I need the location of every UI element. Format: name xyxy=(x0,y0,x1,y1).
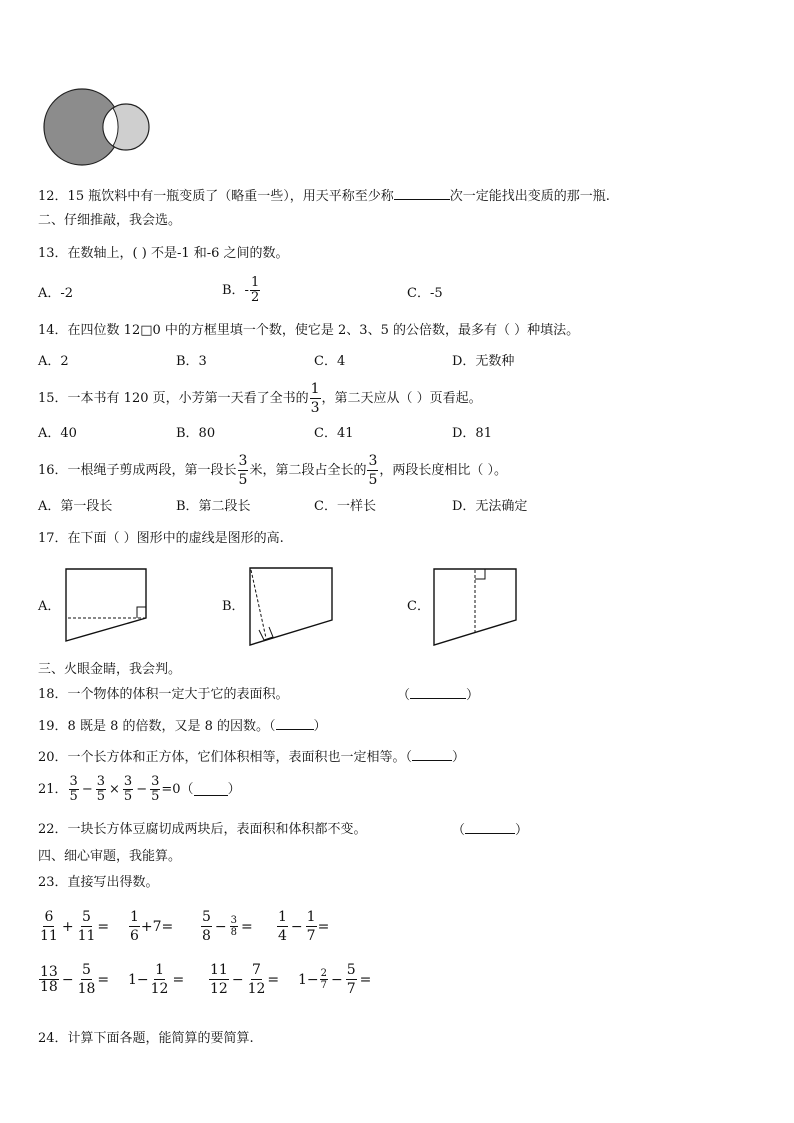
q17-option-a-label[interactable]: A． xyxy=(38,599,61,614)
figure-b-trapezoid xyxy=(250,568,332,645)
q15-option-a[interactable]: A．40 xyxy=(38,426,77,441)
q23-expr-3[interactable]: $\frac{5}{8}$ − $\frac{3}{8}$ = xyxy=(202,909,253,944)
question-14-stem: 14．在四位数 12□0 中的方框里填一个数，使它是 2、3、5 的公倍数，最多有（ ）种填法。 xyxy=(38,323,580,338)
question-17-stem: 17．在下面（ ）图形中的虚线是图形的高. xyxy=(38,531,284,546)
q23-expr-5[interactable]: $\frac{13}{18}$ − $\frac{5}{18}$ = xyxy=(40,962,110,997)
fraction: $\frac{1}{2}$ xyxy=(250,275,260,305)
question-19: 19．8 既是 8 的倍数，又是 8 的因数。（ ） xyxy=(38,719,327,734)
answer-blank[interactable] xyxy=(194,783,228,796)
q23-expr-1[interactable]: $\frac{6}{11}$ + $\frac{5}{11}$ = xyxy=(40,909,110,944)
fraction: $\frac{1}{3}$ xyxy=(310,381,320,416)
figure-c-trapezoid xyxy=(434,569,516,645)
question-13-stem: 13．在数轴上，( ) 不是-1 和-6 之间的数。 xyxy=(38,246,289,261)
q22-answer[interactable]: （ ） xyxy=(452,823,529,838)
q14-option-b[interactable]: B．3 xyxy=(176,354,207,369)
q23-expr-7[interactable]: $\frac{11}{12}$ − $\frac{7}{12}$ = xyxy=(210,962,280,997)
q13-option-c[interactable]: C．-5 xyxy=(407,286,443,301)
question-16-stem: 16．一根绳子剪成两段，第一段长 $\frac{3}{5}$ 米，第二段占全长的 $\frac{3}{5}$ ，两段长度相比（ ）。 xyxy=(38,453,508,488)
q14-option-a[interactable]: A．2 xyxy=(38,354,69,369)
answer-blank[interactable] xyxy=(412,748,452,761)
q14-option-c[interactable]: C．4 xyxy=(314,354,346,369)
fraction: $\frac{3}{5}$ xyxy=(151,774,160,804)
q18-answer[interactable]: （ ） xyxy=(397,688,480,703)
question-21: 21． $\frac{3}{5}$ − $\frac{3}{5}$ × $\frac{3}{5}$ − $\frac{3}{5}$ =0（ ） xyxy=(38,774,241,804)
answer-blank[interactable] xyxy=(276,717,314,730)
q23-expr-2[interactable]: $\frac{1}{6}$ +7= xyxy=(130,909,174,944)
q16-option-d[interactable]: D．无法确定 xyxy=(452,499,528,514)
section-2-heading: 二、仔细推敲，我会选。 xyxy=(38,213,182,228)
q23-expr-6[interactable]: 1− $\frac{1}{12}$ = xyxy=(128,962,185,997)
question-22: 22．一块长方体豆腐切成两块后，表面积和体积都不变。 xyxy=(38,822,367,837)
q15-option-c[interactable]: C．41 xyxy=(314,426,354,441)
question-20: 20．一个长方体和正方体，它们体积相等，表面积也一定相等。（ ） xyxy=(38,750,466,765)
q15-option-d[interactable]: D．81 xyxy=(452,426,492,441)
fraction: $\frac{3}{5}$ xyxy=(69,774,78,804)
q14-option-d[interactable]: D．无数种 xyxy=(452,354,515,369)
section-4-heading: 四、细心审题，我能算。 xyxy=(38,849,182,864)
overlapping-circles-figure xyxy=(0,0,794,200)
q16-option-a[interactable]: A．第一段长 xyxy=(38,499,113,514)
q23-expr-8[interactable]: 1− $\frac{2}{7}$ − $\frac{5}{7}$ = xyxy=(298,962,372,997)
q17-option-c-label[interactable]: C． xyxy=(407,599,430,614)
question-18: 18．一个物体的体积一定大于它的表面积。 xyxy=(38,687,289,702)
question-12: 12．15 瓶饮料中有一瓶变质了（略重一些），用天平称至少称 次一定能找出变质的那一瓶. xyxy=(38,189,610,204)
fraction: $\frac{3}{5}$ xyxy=(238,453,248,488)
q13-option-b[interactable]: B．- $\frac{1}{2}$ xyxy=(222,275,260,305)
q23-expr-4[interactable]: $\frac{1}{4}$ − $\frac{1}{7}$ = xyxy=(278,909,330,944)
q15-option-b[interactable]: B．80 xyxy=(176,426,216,441)
figure-a-trapezoid xyxy=(66,569,146,641)
q16-option-c[interactable]: C．一样长 xyxy=(314,499,376,514)
fraction: $\frac{3}{5}$ xyxy=(96,774,106,804)
q17-option-b-label[interactable]: B． xyxy=(222,599,245,614)
question-15-stem: 15．一本书有 120 页，小芳第一天看了全书的 $\frac{1}{3}$ ，第二天应从（ ）页看起。 xyxy=(38,381,482,416)
question-24-stem: 24．计算下面各题，能简算的要简算. xyxy=(38,1031,254,1046)
section-3-heading: 三、火眼金睛，我会判。 xyxy=(38,662,182,677)
fraction: $\frac{3}{5}$ xyxy=(368,453,378,488)
answer-blank[interactable] xyxy=(394,187,450,200)
question-23-stem: 23．直接写出得数。 xyxy=(38,875,159,890)
q13-option-a[interactable]: A．-2 xyxy=(38,286,74,301)
fraction: $\frac{3}{5}$ xyxy=(123,774,133,804)
q16-option-b[interactable]: B．第二段长 xyxy=(176,499,251,514)
